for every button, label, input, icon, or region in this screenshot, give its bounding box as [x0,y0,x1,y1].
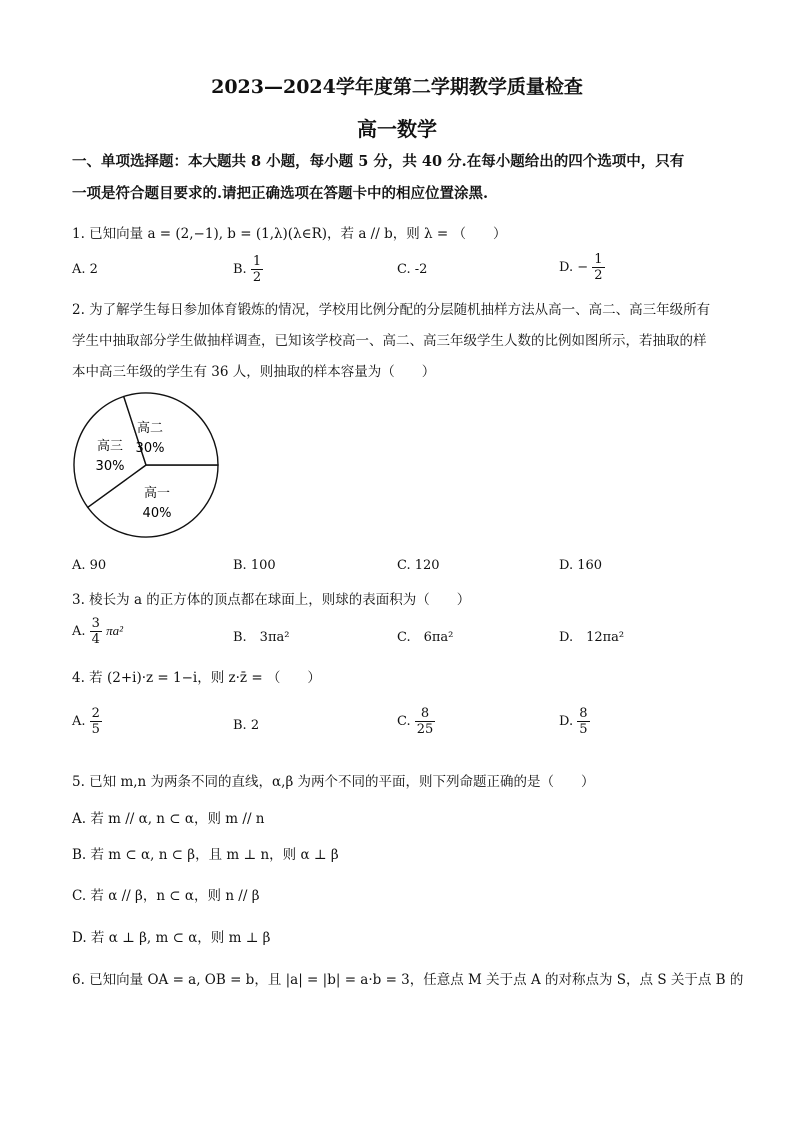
q5-option-c: C. 若 α // β，n ⊂ α，则 n // β [72,888,260,904]
q1-option-d [559,252,605,283]
q2-option-d: D. 160 [559,558,603,573]
q1-option-b-label: B. [233,262,247,277]
pie-value-grade1: 40% [142,506,172,521]
q4-option-a-fraction [90,706,102,737]
exam-subtitle: 高一数学 [357,117,437,141]
q2-option-b: B. 100 [233,558,276,573]
q1-option-d-numerator: 1 [594,252,603,267]
q5-option-d: D. 若 α ⊥ β, m ⊂ α，则 m ⊥ β [72,930,271,946]
q1-option-d-fraction [592,252,604,283]
pie-label-grade2: 高二 [136,421,164,436]
q3-option-a-tail: πa² [106,623,124,638]
pie-value-grade2: 30% [135,441,165,456]
q5-option-b: B. 若 m ⊂ α, n ⊂ β，且 m ⊥ n，则 α ⊥ β [72,847,339,863]
grade-ratio-pie-chart [70,390,224,540]
q3-option-c: C. 6πa² [397,630,454,645]
section-heading-line2: 一项是符合题目要求的.请把正确选项在答题卡中的相应位置涂黑. [72,185,489,202]
q3-option-b: B. 3πa² [233,630,290,645]
q1-option-d-denominator: 2 [594,268,603,283]
q3-stem: 3. 棱长为 a 的正方体的顶点都在球面上，则球的表面积为（ ） [72,592,471,608]
q4-option-c-fraction [415,706,436,737]
q4-option-d-denominator: 5 [579,722,588,737]
q4-option-d-numerator: 8 [579,706,588,721]
q4-option-a [72,706,102,737]
q4-option-a-numerator: 2 [91,706,100,721]
q4-option-a-denominator: 5 [91,722,100,737]
q2-stem-line3: 本中高三年级的学生有 36 人，则抽取的样本容量为（ ） [72,364,436,380]
q3-option-d: D. 12πa² [559,630,625,645]
q2-stem-line2: 学生中抽取部分学生做抽样调查，已知该学校高一、高二、高三年级学生人数的比例如图所示，若抽取的样 [72,333,707,349]
q4-option-d-fraction [577,706,589,737]
exam-title: 2023—2024学年度第二学期教学质量检查 [211,76,583,98]
section-heading-line1: 一、单项选择题：本大题共 8 小题，每小题 5 分，共 40 分.在每小题给出的四个选项中，只有 [72,153,685,170]
q4-option-d-label: D. [559,714,574,729]
q1-option-a: A. 2 [72,262,98,277]
q4-option-d [559,706,590,737]
q1-option-b [233,254,263,285]
q5-stem: 5. 已知 m,n 为两条不同的直线，α,β 为两个不同的平面，则下列命题正确的是（ ） [72,774,595,790]
q2-option-c: C. 120 [397,558,440,573]
q1-option-b-numerator: 1 [252,254,262,269]
q3-option-a-fraction [90,616,102,647]
q4-option-a-label: A. [72,714,86,729]
q4-option-c-numerator: 8 [415,706,436,722]
pie-label-grade3: 高三 [96,439,124,454]
pie-label-grade1: 高一 [143,486,171,501]
q4-option-c [397,706,435,737]
q1-option-c: C. -2 [397,262,428,277]
q1-option-b-denominator: 2 [252,270,262,285]
q3-option-a-denominator: 4 [91,632,100,647]
q3-option-a [72,616,123,647]
q4-stem: 4. 若 (2+i)·z = 1−i，则 z·z̄ = （ ） [72,670,321,686]
pie-value-grade3: 30% [95,459,125,474]
q4-option-c-label: C. [397,714,411,729]
q3-option-a-numerator: 3 [91,616,100,631]
q1-option-b-fraction [251,254,263,285]
q4-option-c-denominator: 25 [416,722,434,737]
q6-stem: 6. 已知向量 OA = a, OB = b，且 |a| = |b| = a·b = 3，任意点 M 关于点 A 的对称点为 S，点 S 关于点 B 的 [72,972,744,988]
q2-stem-line1: 2. 为了解学生每日参加体育锻炼的情况，学校用比例分配的分层随机抽样方法从高一、高二、高三年级所有 [72,302,711,318]
q4-option-b: B. 2 [233,718,260,733]
q1-option-d-label: D. − [559,260,589,275]
q3-option-a-label: A. [72,624,86,639]
q2-option-a: A. 90 [72,558,107,573]
q5-option-a: A. 若 m // α, n ⊂ α，则 m // n [72,811,265,827]
q1-stem: 1. 已知向量 a = (2,−1), b = (1,λ)(λ∈R)，若 a // b，则 λ = （ ） [72,226,507,242]
